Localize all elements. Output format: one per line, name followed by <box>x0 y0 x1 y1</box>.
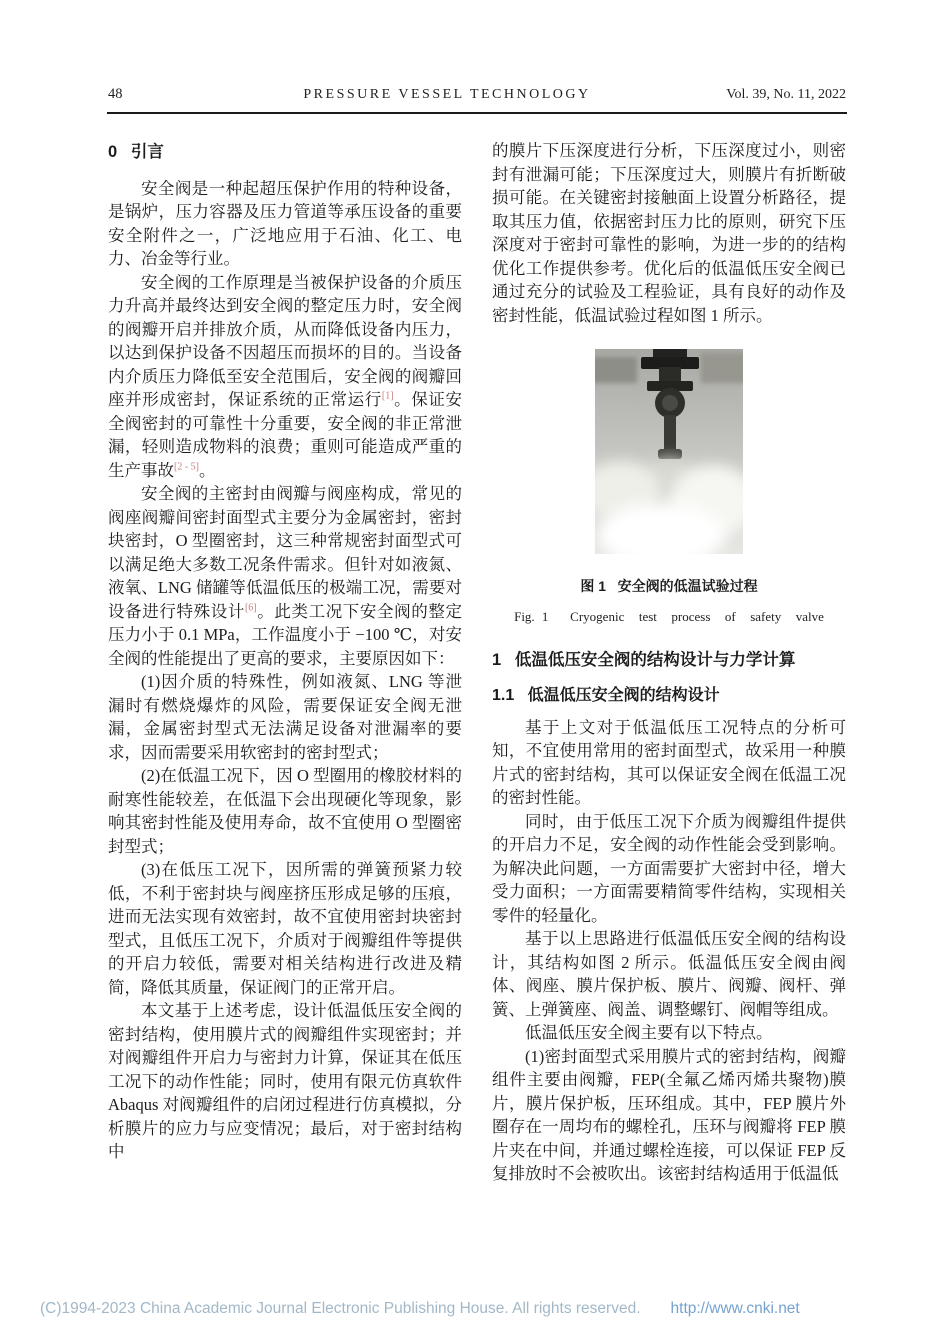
paragraph: 安全阀的工作原理是当被保护设备的介质压力升高并最终达到安全阀的整定压力时，安全阀的阀瓣开启并排放介质，从而降低设备内压力，以达到保护设备不因超压而损坏的目的。当设备内介质压力降低至安全范围后，安全阀的阀瓣回座并形成密封，保证系统的正常运行[1]。保证安全阀密封的可靠性十分重要，安全阀的非正常泄漏，轻则造成物料的浪费；重则可能造成严重的生产事故[2 - 5]。 <box>108 272 463 480</box>
figure-1-caption <box>492 575 846 629</box>
paragraph: 基于以上思路进行低温低压安全阀的结构设计，其结构如图 2 所示。低温低压安全阀由阀体、阀座、膜片保护板、膜片、阀瓣、阀杆、弹簧、上弹簧座、阀盖、调整螺钉、阀帽等组成。 <box>492 929 846 1019</box>
paragraph: (1)因介质的特殊性，例如液氮、LNG 等泄漏时有燃烧爆炸的风险，需要保证安全阀无泄漏，金属密封型式无法满足设备对泄漏率的要求，因而需要采用软密封的密封型式； <box>108 672 462 762</box>
paragraph: 本文基于上述考虑，设计低温低压安全阀的密封结构，使用膜片式的阀瓣组件实现密封；并对阀瓣组件开启力与密封力计算，保证其在低压工况下的动作性能；同时，使用有限元仿真软件 Abaqus 对阀瓣组件的启闭过程进行仿真模拟，分析膜片的应力与应变情况；最后，对于密封结构中 <box>108 1001 462 1161</box>
journal-title: PRESSURE VESSEL TECHNOLOGY <box>303 87 591 102</box>
figure-1-caption-en: Fig. 1 Cryogenic test process of safety valve <box>514 609 824 624</box>
cryogenic-test-photo-illustration <box>595 349 743 554</box>
page-footer <box>40 1300 800 1318</box>
figure-1-photo <box>595 349 743 554</box>
right-column-paragraphs <box>492 716 846 1186</box>
paragraph: 安全阀是一种起超压保护作用的特种设备，是锅炉，压力容器及压力管道等承压设备的重要安全附件之一，广泛地应用于石油、化工、电力、冶金等行业。 <box>108 178 462 268</box>
figure-1-caption-zh: 图 1 安全阀的低温试验过程 <box>580 577 758 594</box>
left-column-paragraphs <box>108 177 462 1164</box>
citation-ref: [1] <box>381 390 394 402</box>
citation-ref: [6] <box>244 602 257 613</box>
figure-1 <box>492 349 846 629</box>
paragraph: 基于上文对于低温低压工况特点的分析可知，不宜使用常用的密封面型式，故采用一种膜片式的密封结构，其可以保证安全阀在低温工况的密封性能。 <box>492 717 846 807</box>
paragraph: 的膜片下压深度进行分析，下压深度过小，则密封有泄漏可能；下压深度过大，则膜片有折断破损可能。在关键密封接触面上设置分析路径，提取其压力值，依据密封压力比的原则，研究下压深度对于密封可靠性的影响，为进一步的的结构优化工作提供参考。优化后的低温低压安全阀已通过充分的试验及工程验证，具有良好的动作及密封性能，低温试验过程如图 1 所示。 <box>492 141 846 325</box>
paragraph: (2)在低温工况下，因 O 型圈用的橡胶材料的耐寒性能较差，在低温下会出现硬化等现象，影响其密封性能及使用寿命，故不宜使用 O 型圈密封型式； <box>108 766 462 856</box>
paragraph: (3)在低压工况下，因所需的弹簧预紧力较低，不利于密封块与阀座挤压形成足够的压痕，进而无法实现有效密封，故不宜使用密封块密封型式，且低压工况下，介质对于阀瓣组件等提供的开启力较低，需要对相关结构进行改进及精简，降低其质量，保证阀门的正常开启。 <box>108 860 462 997</box>
paragraph: 安全阀的主密封由阀瓣与阀座构成，常见的阀座阀瓣间密封面型式主要分为金属密封，密封块密封，O 型圈密封，这三种常规密封面型式可以满足绝大多数工况条件需求。但针对如液氮、液氧、LNG 储罐等低温低压的极端工况，需要对设备进行特殊设计[6]。此类工况下安全阀的整定压力小于 0.1 MPa，工作温度小于 −100 ℃，对安全阀的性能提出了更高的要求，主要原因如下： <box>108 484 463 668</box>
paragraph: 同时，由于低压工况下介质为阀瓣组件提供的开启力不足，安全阀的动作性能会受到影响。为解决此问题，一方面需要扩大密封中径，增大受力面积；一方面需要精简零件结构，实现相关零件的轻量化。 <box>492 811 846 925</box>
section-1-heading: 1 低温低压安全阀的结构设计与力学计算 <box>492 650 796 669</box>
page-number: 48 <box>108 86 123 102</box>
citation-ref: [2 - 5] <box>174 461 199 472</box>
cnki-url[interactable]: http://www.cnki.net <box>670 1300 800 1317</box>
copyright-notice: (C)1994-2023 China Academic Journal Electronic Publishing House. All rights reserved. <box>40 1300 641 1317</box>
right-column-lead-paragraphs <box>492 139 846 327</box>
left-column <box>108 139 462 1186</box>
section-1-1-heading: 1.1 低温低压安全阀的结构设计 <box>492 687 720 704</box>
paragraph: 低温低压安全阀主要有以下特点。 <box>525 1023 773 1042</box>
header-divider <box>107 112 847 114</box>
page-header <box>108 86 846 103</box>
section-0-heading: 0 引言 <box>108 143 164 161</box>
right-column <box>492 139 846 1186</box>
paragraph: (1)密封面型式采用膜片式的密封结构，阀瓣组件主要由阀瓣，FEP(全氟乙烯丙烯共聚物)膜片，膜片保护板，压环组成。其中，FEP 膜片外圈存在一周均布的螺栓孔，压环与阀瓣将 FEP 膜片夹在中间，并通过螺栓连接，可以保证 FEP 反复排放时不会被吹出。该密封结构适用于低温低 <box>492 1046 846 1183</box>
volume-info: Vol. 39, No. 11, 2022 <box>726 87 846 102</box>
article-body <box>108 139 846 1186</box>
